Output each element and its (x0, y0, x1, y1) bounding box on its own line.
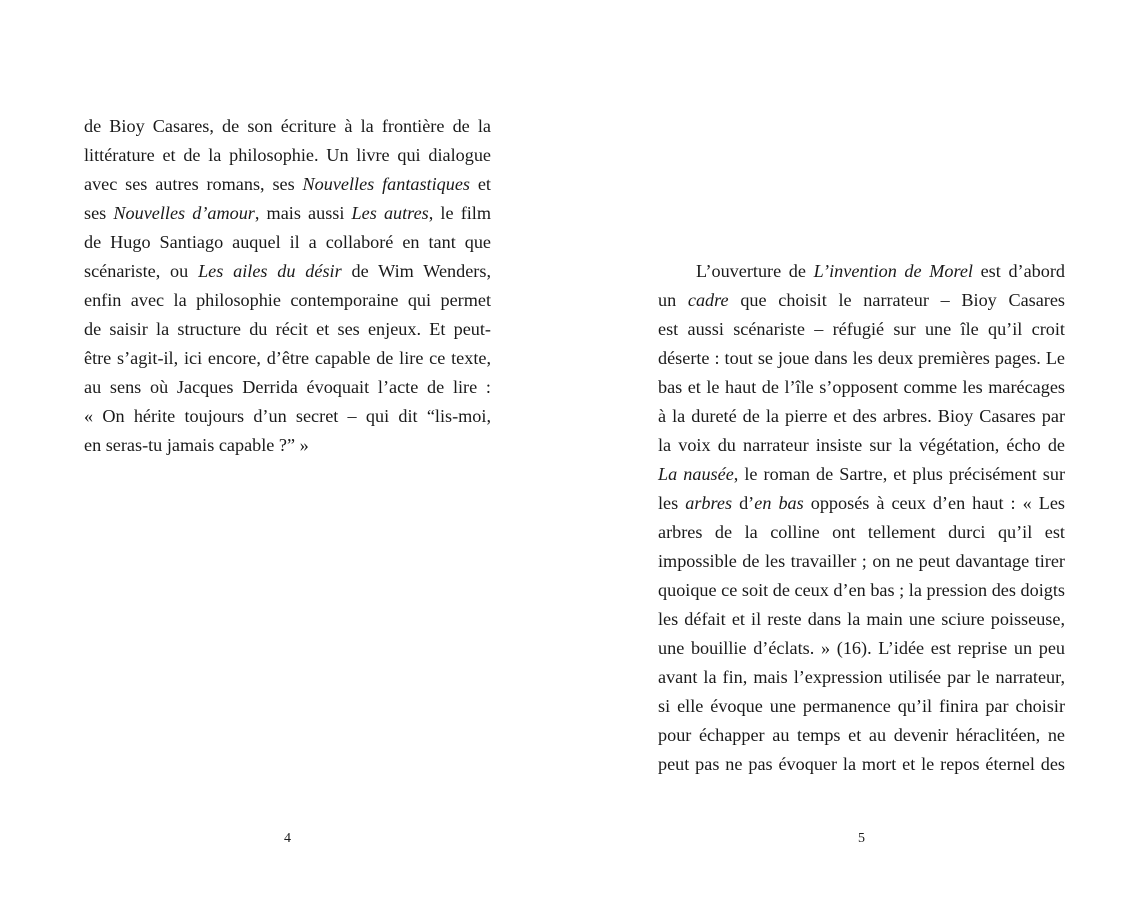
text-line (658, 344, 1065, 373)
text-line (84, 257, 491, 286)
text-segment: en seras-tu jamais capable ?” » (84, 435, 309, 455)
text-segment: de saisir la structure du récit et ses enjeux. Et peut- (84, 319, 491, 339)
right-page-number: 5 (858, 831, 865, 846)
italic-title: en bas (754, 493, 804, 513)
text-line (84, 402, 491, 431)
text-line (84, 199, 491, 228)
text-line (84, 373, 491, 402)
italic-title: Nouvelles fantastiques (302, 174, 470, 194)
italic-title: Nouvelles d’amour (113, 203, 255, 223)
text-segment: , mais aussi (254, 203, 352, 223)
text-segment: avant la fin, mais l’expression utilisée par le narrateur, (658, 667, 1065, 687)
text-line (658, 605, 1065, 634)
text-segment: de Wim Wenders, (341, 261, 491, 281)
text-segment: est aussi scénariste – réfugié sur une île qu’il croit (658, 319, 1065, 339)
italic-title: cadre (687, 290, 729, 310)
text-segment: à la dureté de la pierre et des arbres. Bioy Casares par (658, 406, 1065, 426)
text-segment: être s’agit-il, ici encore, d’être capable de lire ce texte, (84, 348, 491, 368)
text-segment: de Bioy Casares, de son écriture à la frontière de la (84, 116, 491, 136)
text-segment: d’ (732, 493, 755, 513)
text-segment: un (658, 290, 688, 310)
text-segment: que choisit le narrateur – Bioy Casares (728, 290, 1066, 310)
text-segment: L’ouverture de (696, 261, 814, 281)
text-line (658, 286, 1065, 315)
text-line (84, 344, 491, 373)
text-line (84, 286, 491, 315)
text-line (84, 141, 491, 170)
text-segment: une bouillie d’éclats. » (16). L’idée est reprise un peu (658, 638, 1065, 658)
italic-title: Les ailes du désir (198, 261, 342, 281)
text-segment: bas et le haut de l’île s’opposent comme les marécages (658, 377, 1065, 397)
left-page-number: 4 (284, 831, 291, 846)
text-segment: les (658, 493, 686, 513)
text-line (84, 315, 491, 344)
text-segment: les défait et il reste dans la main une sciure poisseuse, (658, 609, 1065, 629)
text-line (84, 228, 491, 257)
right-page-text (658, 257, 1065, 779)
text-line (658, 315, 1065, 344)
text-line (658, 547, 1065, 576)
italic-title: La nausée (658, 464, 734, 484)
text-line (658, 257, 1065, 286)
text-segment: pour échapper au temps et au devenir héraclitéen, ne (658, 725, 1065, 745)
text-line (658, 663, 1065, 692)
text-segment: opposés à ceux d’en haut : « Les (803, 493, 1065, 513)
text-line (658, 576, 1065, 605)
text-segment: enfin avec la philosophie contemporaine qui permet (84, 290, 491, 310)
text-segment: , le film (428, 203, 491, 223)
text-segment: la voix du narrateur insiste sur la végétation, écho de (658, 435, 1065, 455)
text-segment: quoique ce soit de ceux d’en bas ; la pression des doigts (658, 580, 1065, 600)
text-segment: , le roman de Sartre, et plus précisément sur (733, 464, 1065, 484)
text-segment: et (470, 174, 491, 194)
text-line (84, 112, 491, 141)
text-segment: de Hugo Santiago auquel il a collaboré en tant que (84, 232, 491, 252)
text-line (658, 634, 1065, 663)
text-line (658, 750, 1065, 779)
text-segment: scénariste, ou (84, 261, 199, 281)
right-page (574, 0, 1148, 912)
text-segment: est d’abord (972, 261, 1065, 281)
text-segment: ses (84, 203, 114, 223)
text-line (658, 431, 1065, 460)
text-segment: impossible de les travailler ; on ne peut davantage tirer (658, 551, 1065, 571)
italic-title: Les autres (351, 203, 429, 223)
text-segment: si elle évoque une permanence qu’il finira par choisir (658, 696, 1065, 716)
text-segment: au sens où Jacques Derrida évoquait l’acte de lire : (84, 377, 491, 397)
text-line (658, 489, 1065, 518)
italic-title: L’invention de Morel (813, 261, 973, 281)
text-line (658, 373, 1065, 402)
text-line (658, 402, 1065, 431)
left-page-text (84, 112, 491, 460)
text-segment: peut pas ne pas évoquer la mort et le repos éternel des (658, 754, 1065, 774)
text-line (84, 431, 491, 460)
text-segment: déserte : tout se joue dans les deux premières pages. Le (658, 348, 1065, 368)
text-line (658, 692, 1065, 721)
text-segment: avec ses autres romans, ses (84, 174, 303, 194)
italic-title: arbres (685, 493, 733, 513)
text-line (658, 460, 1065, 489)
text-line (658, 721, 1065, 750)
text-segment: littérature et de la philosophie. Un livre qui dialogue (84, 145, 491, 165)
text-line (658, 518, 1065, 547)
text-segment: « On hérite toujours d’un secret – qui dit “lis-moi, (84, 406, 491, 426)
text-segment: arbres de la colline ont tellement durci qu’il est (658, 522, 1065, 542)
text-line (84, 170, 491, 199)
